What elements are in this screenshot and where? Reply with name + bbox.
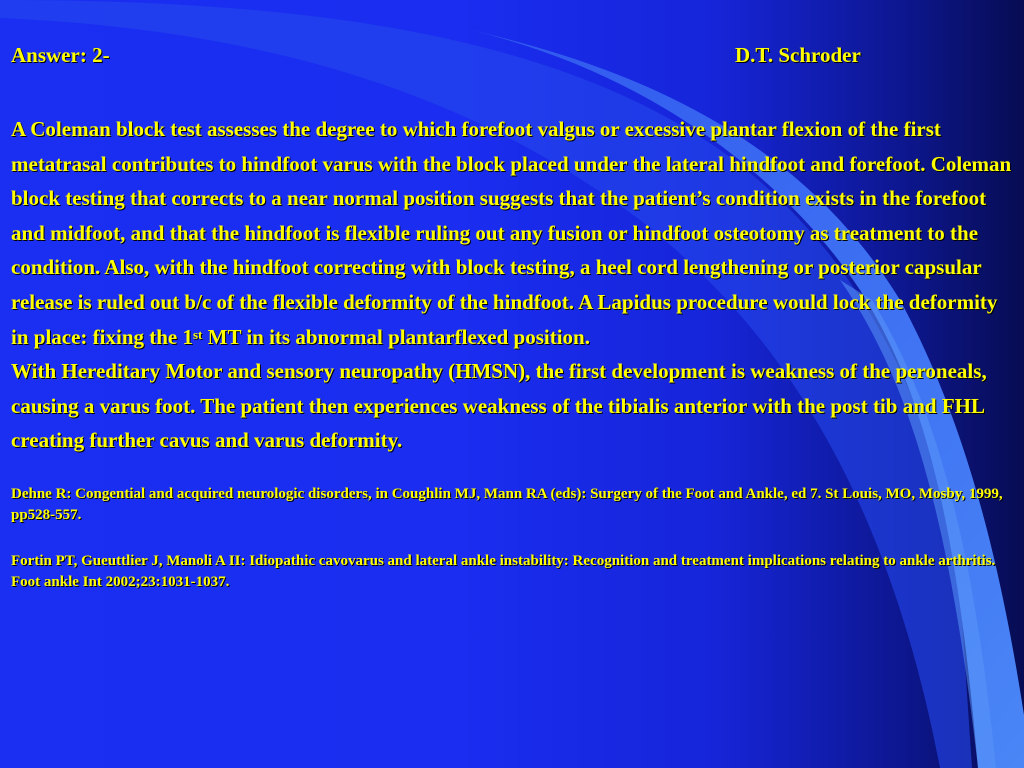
explanation-text: A Coleman block test assesses the degree to which forefoot valgus or excessive plantar flexion of the first metatrasal contributes to hindfoot varus with the block placed under the lateral hindfoot and forefoot. Coleman block testing that corrects to a near normal position suggests that the patient’s condition exists in the forefoot and midfoot, and that the hindfoot is flexible ruling out any fusion or hindfoot osteotomy as treatment to the condition. Also, with the hindfoot correcting with block testing, a heel cord lengthening or posterior capsular release is ruled out b/c of the flexible deformity of the hindfoot. A Lapidus procedure would lock the deformity in place: fixing the 1: [11, 117, 1012, 349]
author-name: D.T. Schroder: [735, 43, 861, 67]
explanation-text-end: MT in its abnormal plantarflexed position.: [202, 324, 590, 349]
explanation-paragraph-hmsn: With Hereditary Motor and sensory neuropathy (HMSN), the first development is weakness of the peroneals, causing a varus foot. The patient then experiences weakness of the tibialis anterior with the post tib and FHL creating further cavus and varus deformity.: [11, 359, 987, 453]
slide-header: [11, 43, 1016, 75]
reference-citation: Dehne R: Congential and acquired neurologic disorders, in Coughlin MJ, Mann RA (eds): Surgery of the Foot and Ankle, ed 7. St Louis, MO, Mosby, 1999, pp528-557.: [11, 485, 1003, 524]
explanation-paragraph-coleman: [11, 112, 1016, 354]
superscript-ordinal: st: [193, 326, 203, 342]
reference-citation: Fortin PT, Gueuttlier J, Manoli A II: Idiopathic cavovarus and lateral ankle instability: Recognition and treatment implications relating to ankle arthritis. Foot ankle Int 2002;23:1031-1037.: [11, 552, 996, 591]
answer-label: Answer: 2-: [11, 43, 110, 67]
slide-content: [11, 43, 1016, 594]
